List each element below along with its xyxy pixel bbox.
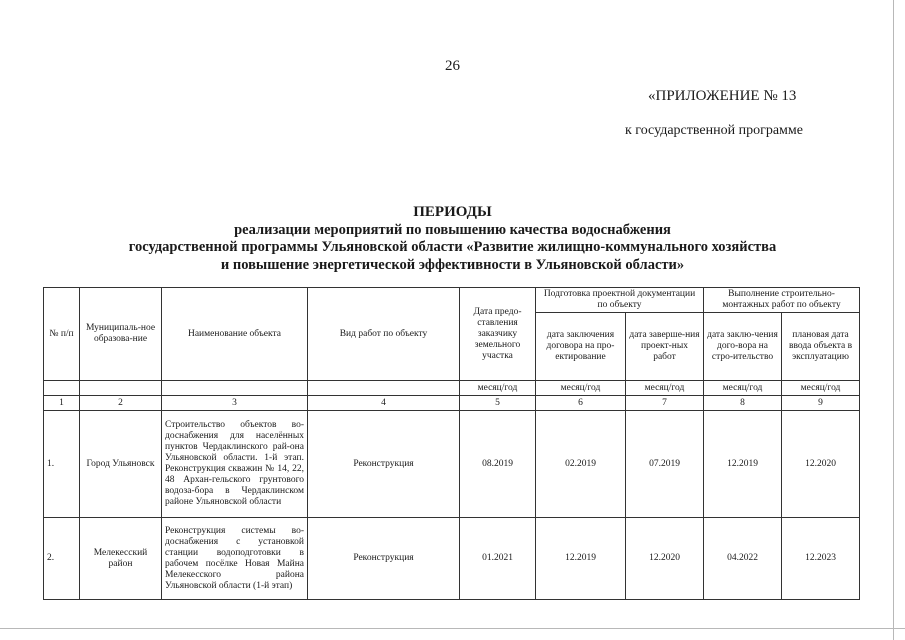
- row-design-end: 12.2020: [626, 518, 704, 600]
- row-municipality: Мелекесский район: [80, 518, 162, 600]
- header-design-end: дата заверше-ния проект-ных работ: [626, 313, 704, 381]
- unit-cell-empty: [308, 381, 460, 396]
- row-land-date: 01.2021: [460, 518, 536, 600]
- unit-cell-empty: [162, 381, 308, 396]
- appendix-label: «ПРИЛОЖЕНИЕ № 13: [648, 88, 797, 104]
- header-land-date: Дата предо-ставления заказчику земельного участка: [460, 288, 536, 381]
- header-object-name: Наименование объекта: [162, 288, 308, 381]
- table-row: [44, 411, 860, 518]
- row-land-date: 08.2019: [460, 411, 536, 518]
- unit-cell: месяц/год: [782, 381, 860, 396]
- appendix-sub-label: к государственной программе: [625, 123, 803, 138]
- row-contract-date: 02.2019: [536, 411, 626, 518]
- header-design-group: Подготовка проектной документации по объекту: [536, 288, 704, 313]
- unit-cell: месяц/год: [536, 381, 626, 396]
- row-build-contract: 04.2022: [704, 518, 782, 600]
- row-build-contract: 12.2019: [704, 411, 782, 518]
- header-construction-group: Выполнение строительно-монтажных работ по объекту: [704, 288, 860, 313]
- unit-cell-empty: [80, 381, 162, 396]
- periods-table: [43, 287, 860, 600]
- row-commission-date: 12.2020: [782, 411, 860, 518]
- column-number: 2: [80, 396, 162, 411]
- header-municipality: Муниципаль-ное образова-ние: [80, 288, 162, 381]
- row-object: Строительство объектов во-доснабжения для населённых пунктов Чердаклинского рай-она Ульяновской области. 1-й этап. Реконструкция скважин № 14, 22, 48 Архан-гельского грунтового водоза-бора в Чердаклинском районе Ульяновской области: [162, 411, 308, 518]
- column-number: 7: [626, 396, 704, 411]
- scan-edge-right: [893, 0, 894, 640]
- row-municipality: Город Ульяновск: [80, 411, 162, 518]
- column-number: 5: [460, 396, 536, 411]
- title-line-4: и повышение энергетической эффективности в Ульяновской области»: [220, 256, 685, 273]
- column-number: 1: [44, 396, 80, 411]
- row-contract-date: 12.2019: [536, 518, 626, 600]
- header-build-contract: дата заклю-чения дого-вора на стро-ительство: [704, 313, 782, 381]
- scan-edge-bottom: [0, 628, 905, 629]
- row-design-end: 07.2019: [626, 411, 704, 518]
- column-number: 9: [782, 396, 860, 411]
- unit-cell: месяц/год: [704, 381, 782, 396]
- table-row: [44, 518, 860, 600]
- unit-cell-empty: [44, 381, 80, 396]
- unit-cell: месяц/год: [626, 381, 704, 396]
- header-commission-date: плановая дата ввода объекта в эксплуатацию: [782, 313, 860, 381]
- row-commission-date: 12.2023: [782, 518, 860, 600]
- column-number: 6: [536, 396, 626, 411]
- title-line-2: реализации мероприятий по повышению качества водоснабжения: [234, 221, 671, 238]
- column-number: 3: [162, 396, 308, 411]
- title-line-3: государственной программы Ульяновской области «Развитие жилищно-коммунального хозяйства: [128, 239, 777, 255]
- header-num: № п/п: [44, 288, 80, 381]
- row-work-type: Реконструкция: [308, 518, 460, 600]
- row-work-type: Реконструкция: [308, 411, 460, 518]
- column-number: 4: [308, 396, 460, 411]
- unit-cell: месяц/год: [460, 381, 536, 396]
- document-title: [0, 204, 905, 274]
- title-line-1: ПЕРИОДЫ: [413, 204, 492, 220]
- row-num: 2.: [44, 518, 80, 600]
- page-number: 26: [445, 58, 460, 74]
- row-num: 1.: [44, 411, 80, 518]
- header-work-type: Вид работ по объекту: [308, 288, 460, 381]
- column-number: 8: [704, 396, 782, 411]
- row-object: Реконструкция системы во-доснабжения с установкой станции водоподготовки в рабочем посёлке Новая Майна Мелекесского района Ульяновской области (1-й этап): [162, 518, 308, 600]
- header-contract-date: дата заключения договора на про-ектирование: [536, 313, 626, 381]
